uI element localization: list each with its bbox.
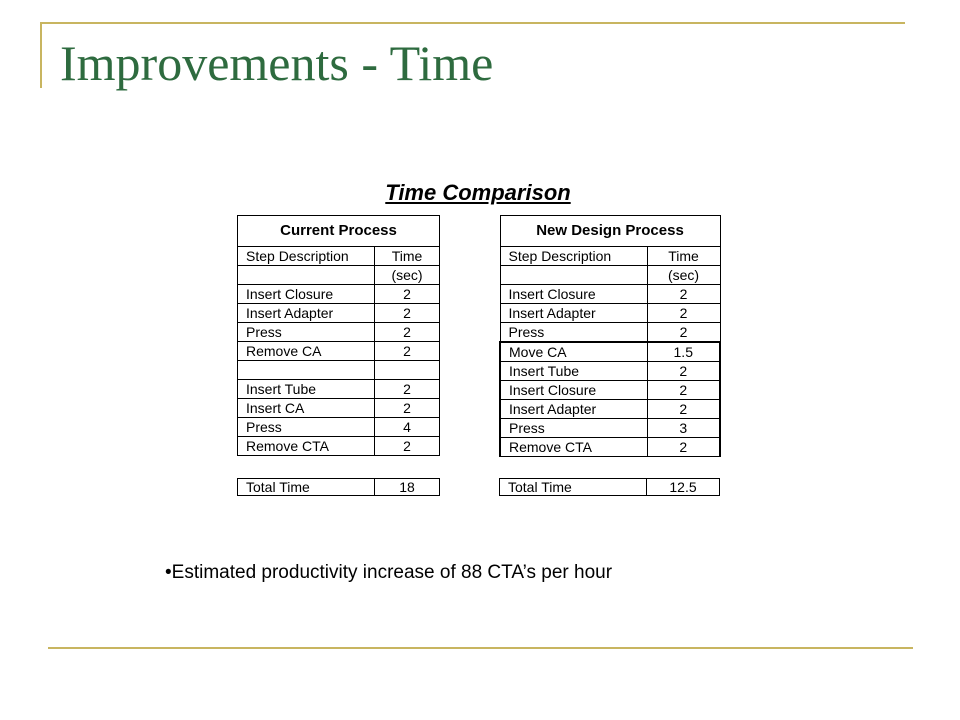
bullet-text: Estimated productivity increase of 88 CTA’s per hour <box>171 562 613 583</box>
table-row <box>500 362 720 381</box>
bottom-border-rule <box>48 647 913 649</box>
step-cell: Insert CA <box>238 399 375 418</box>
time-cell: 2 <box>375 342 440 361</box>
top-border-rule <box>40 22 905 24</box>
table-row <box>500 342 720 362</box>
current-total-value: 18 <box>375 479 440 496</box>
step-cell: Remove CA <box>238 342 375 361</box>
table-row <box>238 342 440 361</box>
table-row <box>238 437 440 456</box>
new-design-process-table <box>499 215 721 457</box>
table-row <box>500 419 720 438</box>
new-total-label: Total Time <box>500 479 647 496</box>
table-row <box>238 285 440 304</box>
table-row <box>238 418 440 437</box>
time-cell: 2 <box>375 304 440 323</box>
bullet-marker: • <box>165 562 172 583</box>
table-row <box>500 438 720 457</box>
new-process-title: New Design Process <box>500 216 720 247</box>
step-cell: Remove CTA <box>500 438 647 457</box>
step-cell: Insert Adapter <box>500 400 647 419</box>
current-col-step-header: Step Description <box>238 247 375 266</box>
slide-title: Improvements - Time <box>60 35 494 91</box>
current-col-time-unit: (sec) <box>375 266 440 285</box>
new-col-step-header-blank <box>500 266 647 285</box>
current-process-table <box>237 215 440 456</box>
step-cell: Move CA <box>500 342 647 362</box>
time-cell: 3 <box>647 419 720 438</box>
step-cell: Insert Closure <box>500 285 647 304</box>
current-total-table <box>237 478 440 496</box>
time-cell: 2 <box>375 399 440 418</box>
step-cell: Insert Closure <box>500 381 647 400</box>
table-row <box>500 400 720 419</box>
left-border-rule <box>40 22 42 88</box>
step-cell: Insert Adapter <box>500 304 647 323</box>
table-heading-text: Time Comparison <box>385 180 571 205</box>
table-row <box>238 399 440 418</box>
table-row <box>500 304 720 323</box>
time-cell: 2 <box>375 285 440 304</box>
table-row <box>238 323 440 342</box>
time-cell: 4 <box>375 418 440 437</box>
table-row <box>500 285 720 304</box>
new-col-time-unit: (sec) <box>647 266 720 285</box>
time-cell: 1.5 <box>647 342 720 362</box>
table-row <box>500 323 720 343</box>
step-cell: Press <box>238 418 375 437</box>
step-cell: Insert Tube <box>500 362 647 381</box>
current-total-label: Total Time <box>238 479 375 496</box>
table-heading <box>237 180 719 206</box>
time-cell: 2 <box>375 323 440 342</box>
step-cell <box>238 361 375 380</box>
table-row <box>238 361 440 380</box>
time-cell: 2 <box>375 380 440 399</box>
step-cell: Insert Closure <box>238 285 375 304</box>
time-cell: 2 <box>647 400 720 419</box>
time-cell: 2 <box>647 304 720 323</box>
current-process-title: Current Process <box>238 216 440 247</box>
current-col-step-header-blank <box>238 266 375 285</box>
time-cell: 2 <box>647 438 720 457</box>
time-cell: 2 <box>647 285 720 304</box>
bullet-point <box>165 562 612 584</box>
new-total-table <box>499 478 720 496</box>
step-cell: Press <box>500 323 647 343</box>
time-cell: 2 <box>375 437 440 456</box>
new-col-time-header: Time <box>647 247 720 266</box>
time-cell: 2 <box>647 381 720 400</box>
time-cell: 2 <box>647 362 720 381</box>
step-cell: Press <box>238 323 375 342</box>
table-row <box>500 381 720 400</box>
table-row <box>238 304 440 323</box>
step-cell: Insert Tube <box>238 380 375 399</box>
step-cell: Press <box>500 419 647 438</box>
table-row <box>238 380 440 399</box>
current-col-time-header: Time <box>375 247 440 266</box>
step-cell: Insert Adapter <box>238 304 375 323</box>
step-cell: Remove CTA <box>238 437 375 456</box>
time-cell <box>375 361 440 380</box>
time-cell: 2 <box>647 323 720 343</box>
new-col-step-header: Step Description <box>500 247 647 266</box>
new-total-value: 12.5 <box>647 479 720 496</box>
